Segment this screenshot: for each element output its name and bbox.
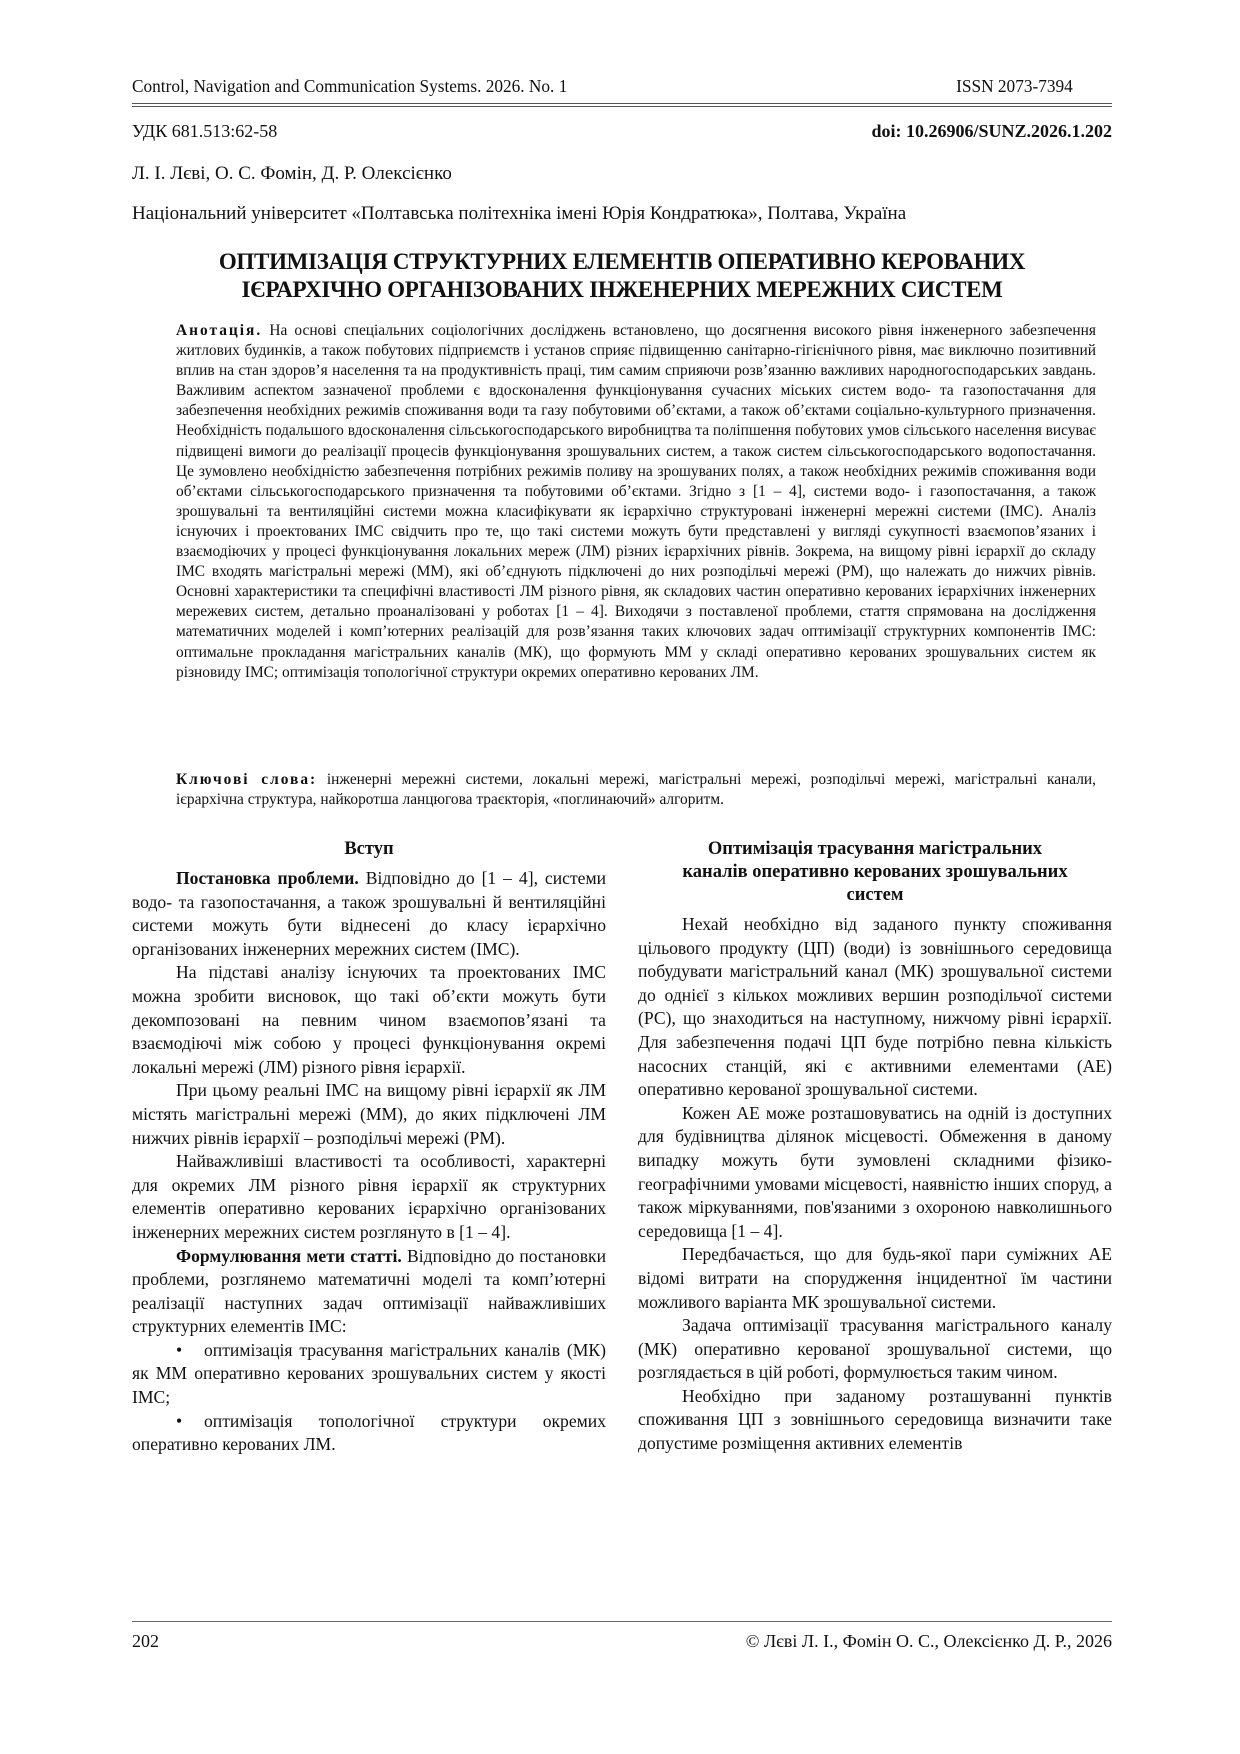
keywords-text: інженерні мережні системи, локальні мережі, магістральні мережі, розподільчі мережі, магістральні канали, ієрархічна структура, найкоротша ланцюгова траєкторія, «поглинаючий» алгоритм.: [176, 771, 1096, 809]
section-title-routing: Оптимізація трасування магістральних каналів оперативно керованих зрошувальних систем: [682, 839, 1068, 905]
footer-divider: [132, 1621, 1112, 1622]
paragraph: Формулювання мети статті. Відповідно до постановки проблеми, розглянемо математичні моделі та комп’ютерні реалізації наступних задач оптимізації найважливіших структурних елементів ІМС:: [132, 1245, 607, 1337]
title-line-1: ОПТИМІЗАЦІЯ СТРУКТУРНИХ ЕЛЕМЕНТІВ ОПЕРАТИВНО КЕРОВАНИХ: [218, 249, 1026, 274]
article-goal-heading: Формулювання мети статті.: [176, 1245, 402, 1266]
bullet-icon: •: [176, 1339, 183, 1360]
issn: ISSN 2073-7394: [956, 76, 1073, 96]
authors: Л. І. Лєві, О. С. Фомін, Д. Р. Олексієнко: [132, 163, 452, 184]
running-header: [132, 76, 1073, 97]
left-column: [132, 838, 606, 1457]
abstract-label: Анотація.: [176, 322, 263, 339]
header-divider: [132, 103, 1112, 107]
right-column: [638, 838, 1112, 1456]
list-item: • оптимізація трасування магістральних каналів (МК) як ММ оперативно керованих зрошувальних систем у якості ІМС;: [132, 1339, 606, 1408]
article-title: [132, 248, 1112, 304]
section-title-intro: Вступ: [344, 839, 394, 859]
paragraph: Нехай необхідно від заданого пункту споживання цільового продукту (ЦП) (води) із зовнішнього середовища побудувати магістральний канал (МК) зрошувальної системи до однієї з кількох можливих вершин розподільчої системи (РС), що знаходиться на наступному, нижчому рівні ієрархії. Для забезпечення подачі ЦП буде потрібно певна кількість насосних станцій, які є активними елементами (АЕ) оперативно керованої зрошувальної системи.: [638, 914, 1112, 1100]
copyright: © Лєві Л. І., Фомін О. С., Олексієнко Д. Р., 2026: [745, 1631, 1112, 1651]
page-number: 202: [132, 1631, 159, 1651]
page-footer: [132, 1631, 1112, 1652]
paragraph: На підставі аналізу існуючих та проектованих ІМС можна зробити висновок, що такі об’єкти можуть бути декомпозовані на певним чином взаємопов’язані та взаємодіючі між собою у процесі функціонування окремі локальні мережі (ЛМ) різного рівня ієрархії.: [132, 962, 606, 1077]
paragraph: Задача оптимізації трасування магістрального каналу (МК) оперативно керованої зрошувальної системи, що розглядається в цій роботі, формулюється таким чином.: [638, 1315, 1112, 1383]
paragraph: Постановка проблеми. Відповідно до [1 – 4], системи водо- та газопостачання, а також зрошувальні й вентиляційні системи можуть бути віднесені до класу ієрархічно організованих інженерних мережних систем (ІМС).: [132, 868, 606, 959]
udk-code: УДК 681.513:62-58: [132, 121, 278, 141]
doi[interactable]: doi: 10.26906/SUNZ.2026.1.202: [871, 121, 1112, 141]
abstract-text: На основі спеціальних соціологічних досліджень встановлено, що досягнення високого рівня інженерного забезпечення житлових будинків, а також побутових підприємств і установ сприяє підвищенню санітарно-гігієнічного рівня, має виключно позитивний вплив на стан здоров’я населення та на продуктивність праці, тим самим сприяючи розв’язанню важливих народногосподарських завдань. Важливим аспектом зазначеної проблеми є вдосконалення функціонування сучасних міських систем водо- та газопостачання для забезпечення необхідних режимів споживання води та газу побутовими об’єктами, а також об’єктами соціально-культурного призначення. Необхідність подальшого вдосконалення сільськогосподарського виробництва та поліпшення побутових умов сільського населення висуває підвищені вимоги до реалізації процесів функціонування зрошувальних систем, а також систем сільськогосподарського водопостачання. Це зумовлено необхідністю забезпечення потрібних режимів поливу на зрошуваних полях, а також необхідних режимів споживання води об’єктами сільськогосподарського призначення та побутовими об’єктами. Згідно з [1 – 4], системи водо- і газопостачання, а також зрошувальні та вентиляційні системи можна класифікувати як ієрархічно структуровані інженерні мережні системи (ІМС). Аналіз існуючих і проектованих ІМС свідчить про те, що такі системи можуть бути представлені у вигляді сукупності взаємопов’язаних і взаємодіючих у процесі функціонування локальних мереж (ЛМ) різних ієрархічних рівнів. Зокрема, на вищому рівні ієрархії до складу ІМС входять магістральні мережі (ММ), які об’єднують підключені до них розподільчі мережі (РМ), що належать до нижчих рівнів. Основні характеристики та специфічні властивості ЛМ різного рівня, як складових частин оперативно керованих ієрархічних інженерних мережевих систем, детально проаналізовані у роботах [1 – 4]. Виходячи з поставленої проблеми, стаття спрямована на дослідження математичних моделей і комп’ютерних реалізацій для розв’язання таких ключових задач оптимізації структурних компонентів ІМС: оптимальне прокладання магістральних каналів (МК), що формують ММ у складі оперативно керованих зрошувальних систем як різновиду ІМС; оптимізація топологічної структури окремих оперативно керованих ЛМ.: [176, 322, 1096, 681]
title-line-2: ІЄРАРХІЧНО ОРГАНІЗОВАНИХ ІНЖЕНЕРНИХ МЕРЕЖНИХ СИСТЕМ: [241, 277, 1003, 302]
keywords: [176, 770, 1096, 810]
problem-statement-heading: Постановка проблеми.: [176, 868, 359, 888]
abstract: [176, 321, 1096, 683]
paragraph: Необхідно при заданому розташуванні пунктів споживання ЦП з зовнішнього середовища визначити таке допустиме розміщення активних елементів: [638, 1385, 1112, 1454]
paragraph: Кожен АЕ може розташовуватись на одній із доступних для будівництва ділянок місцевості. Обмеження в даному випадку можуть бути зумовлені складними фізико-географічними умовами місцевості, наявністю інших споруд, а також міркуваннями, пов'язаними з охороною навколишнього середовища [1 – 4].: [638, 1102, 1112, 1241]
article-meta: [132, 121, 1112, 142]
paragraph: Найважливіші властивості та особливості, характерні для окремих ЛМ різного рівня ієрархії як структурних елементів оперативно керованих ієрархічно організованих інженерних мережних систем розглянуто в [1 – 4].: [132, 1151, 606, 1242]
journal-name: Control, Navigation and Communication Systems. 2026. No. 1: [132, 76, 568, 96]
paragraph: При цьому реальні ІМС на вищому рівні ієрархії як ЛМ містять магістральні мережі (ММ), до яких підключені ЛМ нижчих рівнів ієрархії – розподільчі мережі (РМ).: [132, 1080, 606, 1148]
paragraph: Передбачається, що для будь-якої пари суміжних АЕ відомі витрати на спорудження інцидентної їм частини можливого варіанта МК зрошувальної системи.: [638, 1244, 1112, 1312]
list-item: • оптимізація топологічної структури окремих оперативно керованих ЛМ.: [132, 1410, 606, 1455]
keywords-label: Ключові слова:: [176, 771, 318, 788]
affiliation: Національний університет «Полтавська політехніка імені Юрія Кондратюка», Полтава, Україна: [132, 203, 907, 224]
bullet-icon: •: [176, 1410, 183, 1431]
